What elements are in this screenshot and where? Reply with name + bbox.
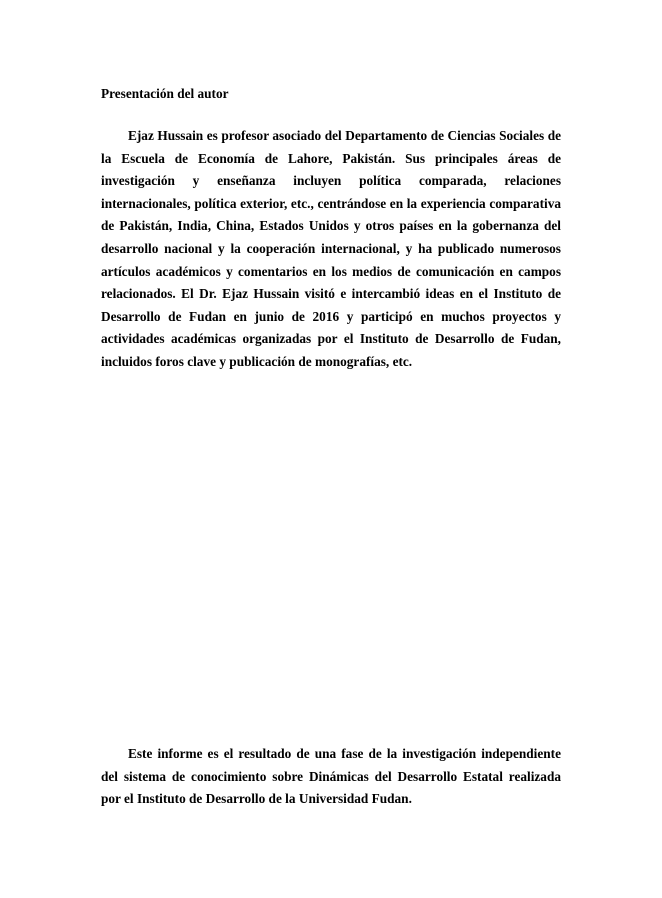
author-bio-paragraph: Ejaz Hussain es profesor asociado del Departamento de Ciencias Sociales de la Escuela de Economía de Lahore, Pakistán. Sus principales áreas de investigación y enseñanza incluyen política comparada, relaciones internacionales, política exterior, etc., centrándose en la experiencia comparativa de Pakistán, India, China, Estados Unidos y otros países en la gobernanza del desarrollo nacional y la cooperación internacional, y ha publicado numerosos artículos académicos y comentarios en los medios de comunicación en campos relacionados. El Dr. Ejaz Hussain visitó e intercambió ideas en el Instituto de Desarrollo de Fudan en junio de 2016 y participó en muchos proyectos y actividades académicas organizadas por el Instituto de Desarrollo de Fudan, incluidos foros clave y publicación de monografías, etc. [101, 128, 561, 369]
report-note-paragraph: Este informe es el resultado de una fase de la investigación independiente del sistema de conocimiento sobre Dinámicas del Desarrollo Estatal realizada por el Instituto de Desarrollo de la Universidad Fudan. [101, 746, 561, 807]
section-heading: Presentación del autor [101, 86, 229, 101]
